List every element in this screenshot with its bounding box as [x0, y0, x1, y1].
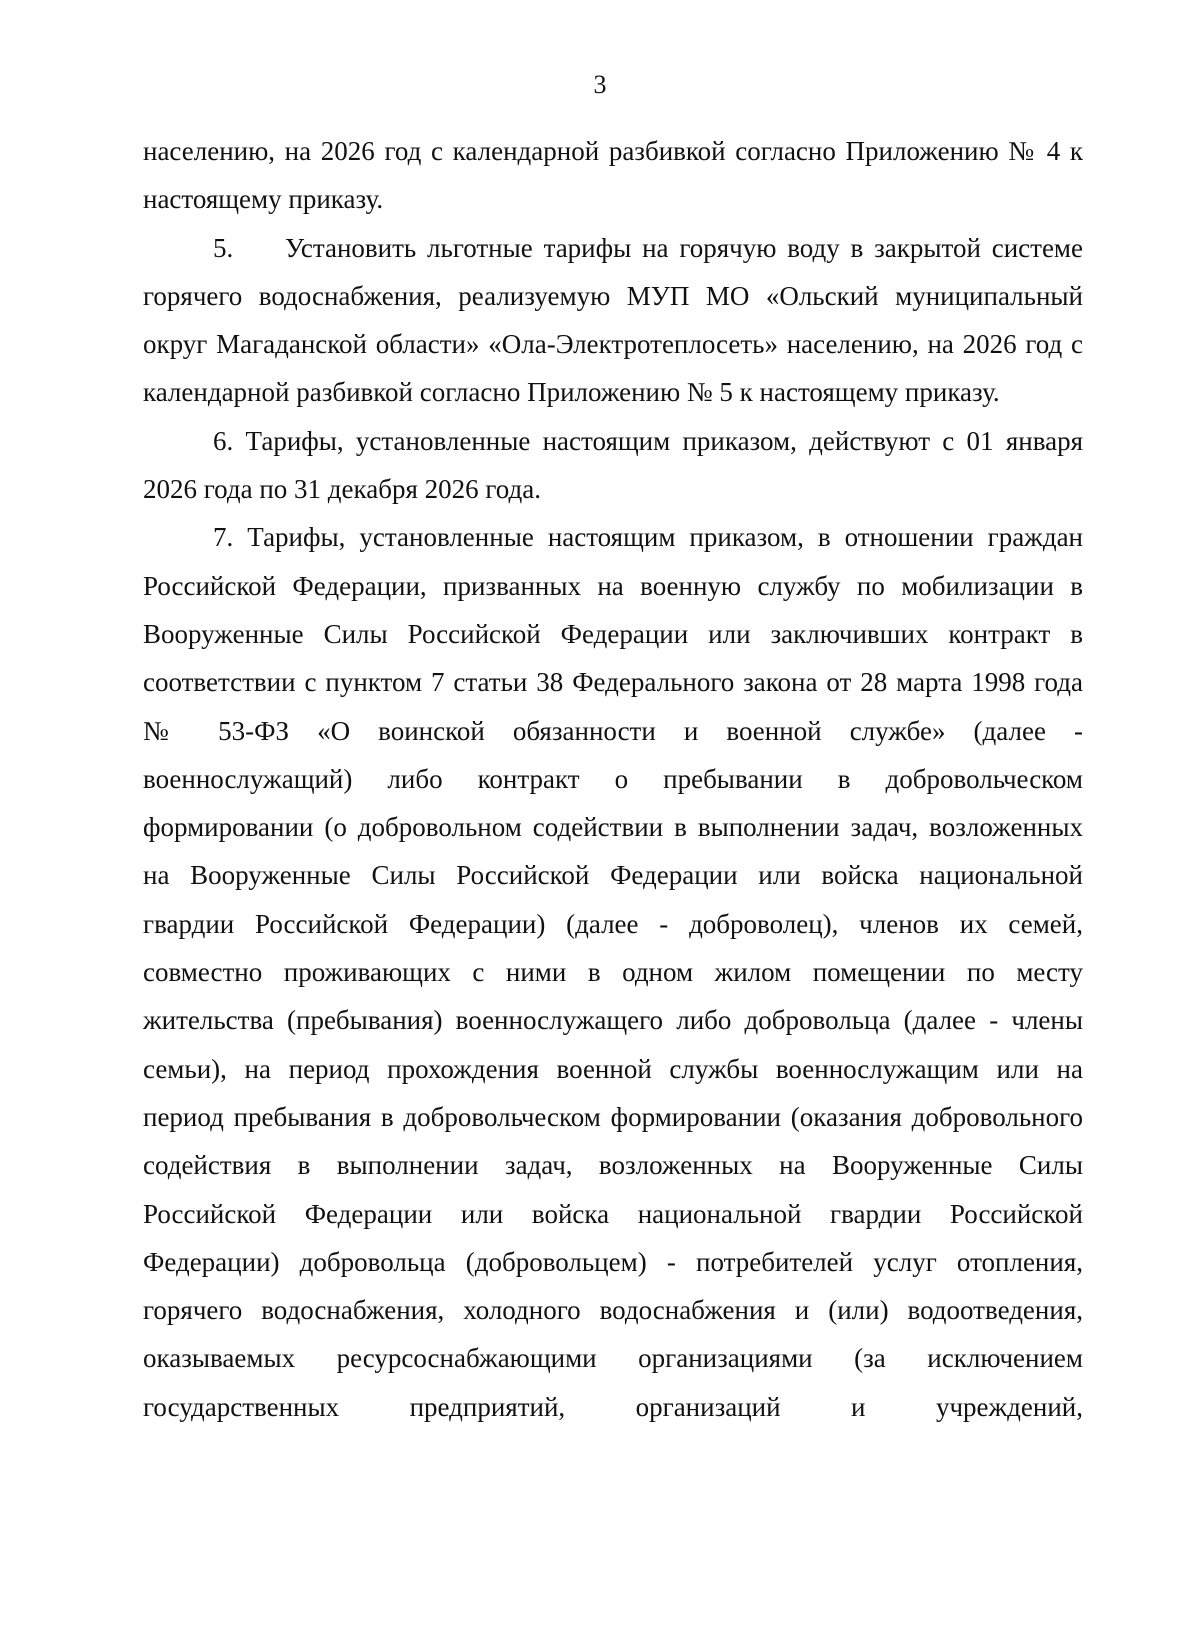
paragraph-item-7: 7. Тарифы, установленные настоящим приказом, в отношении граждан Российской Федерации, призванных на военную службу по мобилизации в Вооруженные Силы Российской Федерации или заключивших контракт в соответствии с пунктом 7 статьи 38 Федерального закона от 28 марта 1998 года № 53-ФЗ «О воинской обязанности и военной службе» (далее - военнослужащий) либо контракт о пребывании в добровольческом формировании (о добровольном содействии в выполнении задач, возложенных на Вооруженные Силы Российской Федерации или войска национальной гвардии Российской Федерации) (далее - доброволец), членов их семей, совместно проживающих с ними в одном жилом помещении по месту жительства (пребывания) военнослужащего либо добровольца (далее - члены семьи), на период прохождения военной службы военнослужащим или на период пребывания в добровольческом формировании (оказания добровольного содействия в выполнении задач, возложенных на Вооруженные Силы Российской Федерации или войска национальной гвардии Российской Федерации) добровольца (добровольцем) - потребителей услуг отопления, горячего водоснабжения, холодного водоснабжения и (или) водоотведения, оказываемых ресурсоснабжающими организациями (за исключением государственных предприятий, организаций и учреждений,: [143, 522, 1083, 1422]
page-number: 3: [593, 70, 607, 99]
item-5-text: Установить льготные тарифы на горячую воду в закрытой системе горячего водоснабжения, реализуемую МУП МО «Ольский муниципальный округ Магаданской области» «Ола-Электротеплосеть» населению, на 2026 год с календарной разбивкой согласно Приложению № 5 к настоящему приказу.: [143, 232, 1083, 408]
document-body: [143, 127, 1083, 1431]
paragraph-continuation: населению, на 2026 год с календарной разбивкой согласно Приложению № 4 к настоящему приказу.: [143, 136, 1083, 215]
paragraph-item-6: 6. Тарифы, установленные настоящим приказом, действуют с 01 января 2026 года по 31 декабря 2026 года.: [143, 425, 1083, 505]
item-5-number: 5.: [213, 232, 234, 263]
paragraph-item-5: [143, 224, 1083, 417]
